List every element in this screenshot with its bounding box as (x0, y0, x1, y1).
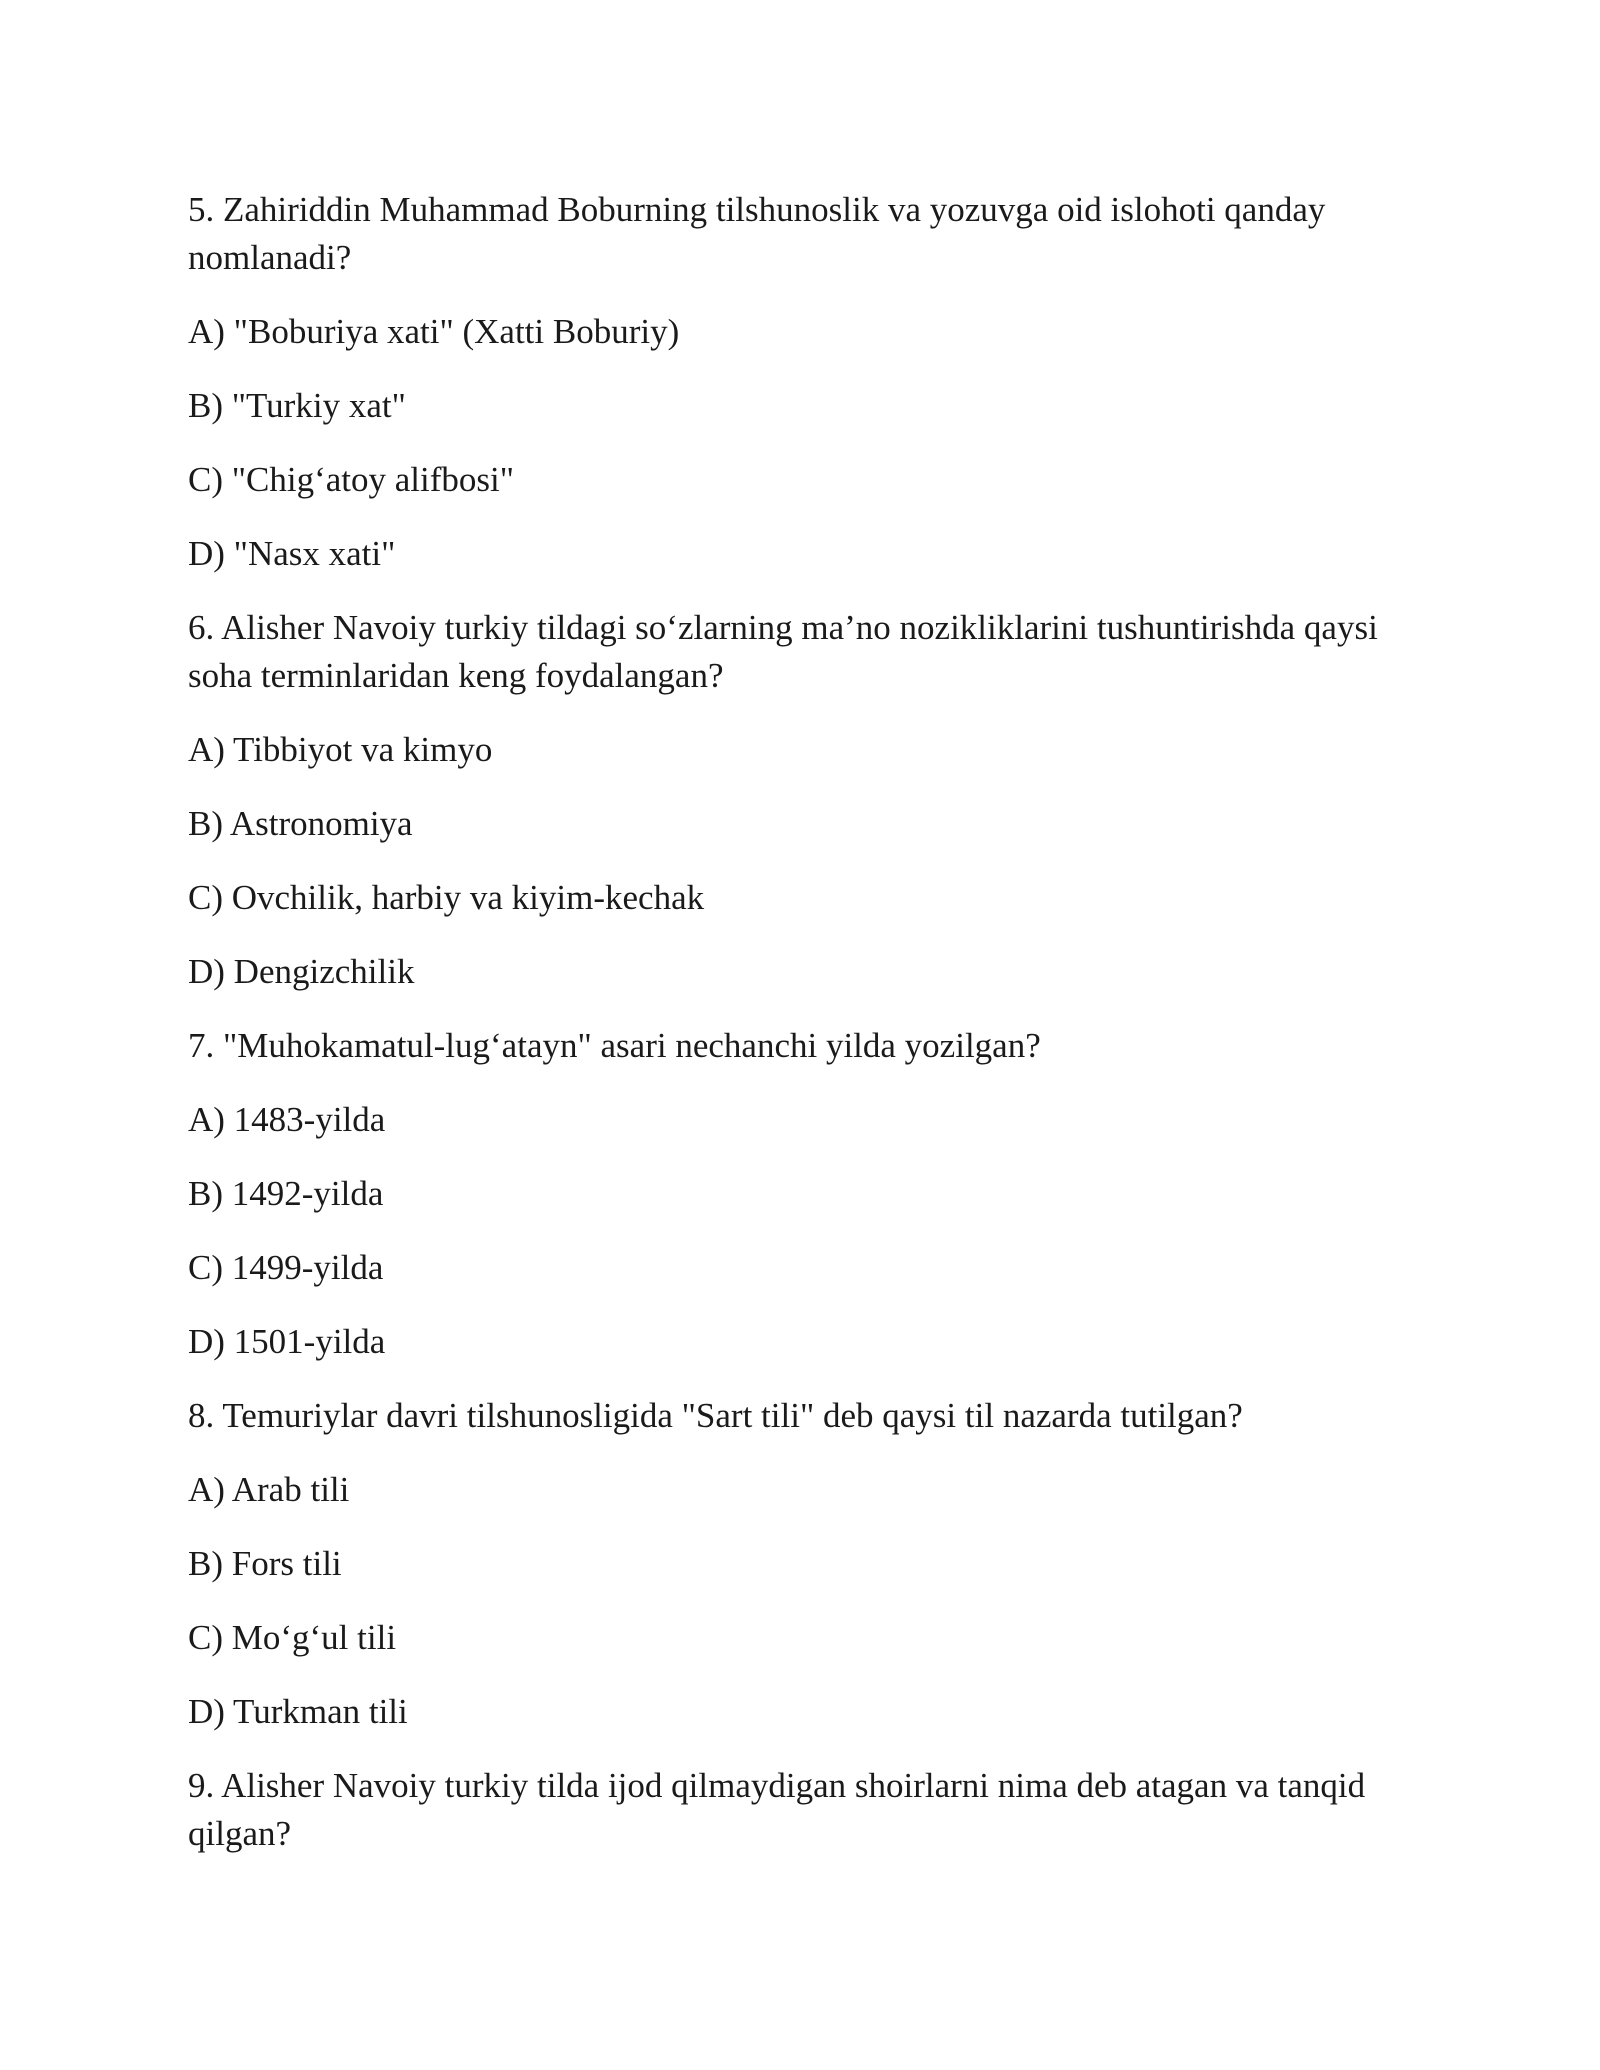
question-6-option-b: B) Astronomiya (188, 804, 413, 843)
question-7-option-d: D) 1501-yilda (188, 1322, 386, 1361)
question-6-option-d: D) Dengizchilik (188, 952, 415, 991)
question-8-option-a: A) Arab tili (188, 1470, 350, 1509)
question-5-option-d: D) "Nasx xati" (188, 534, 396, 573)
question-8: 8. Temuriylar davri tilshunosligida "Sart tili" deb qaysi til nazarda tutilgan? (188, 1396, 1243, 1435)
question-6-option-a: A) Tibbiyot va kimyo (188, 730, 493, 769)
question-9: 9. Alisher Navoiy turkiy tilda ijod qilmaydigan shoirlarni nima deb atagan va tanqid qilgan? (188, 1766, 1366, 1853)
question-5-option-c: C) "Chig‘atoy alifbosi" (188, 460, 515, 499)
question-5: 5. Zahiriddin Muhammad Boburning tilshunoslik va yozuvga oid islohoti qanday nomlanadi? (188, 190, 1326, 277)
question-7-option-a: A) 1483-yilda (188, 1100, 386, 1139)
question-8-option-c: C) Mo‘g‘ul tili (188, 1618, 397, 1657)
question-6-option-c: C) Ovchilik, harbiy va kiyim-kechak (188, 878, 705, 917)
question-5-option-b: B) "Turkiy xat" (188, 386, 406, 425)
question-8-option-d: D) Turkman tili (188, 1692, 408, 1731)
question-6: 6. Alisher Navoiy turkiy tildagi so‘zlarning ma’no nozikliklarini tushuntirishda qaysi soha terminlaridan keng foydalangan? (188, 608, 1378, 695)
question-8-option-b: B) Fors tili (188, 1544, 342, 1583)
question-7-option-b: B) 1492-yilda (188, 1174, 384, 1213)
question-7: 7. "Muhokamatul-lug‘atayn" asari nechanchi yilda yozilgan? (188, 1026, 1041, 1065)
question-5-option-a: A) "Boburiya xati" (Xatti Boburiy) (188, 312, 680, 351)
question-7-option-c: C) 1499-yilda (188, 1248, 384, 1287)
